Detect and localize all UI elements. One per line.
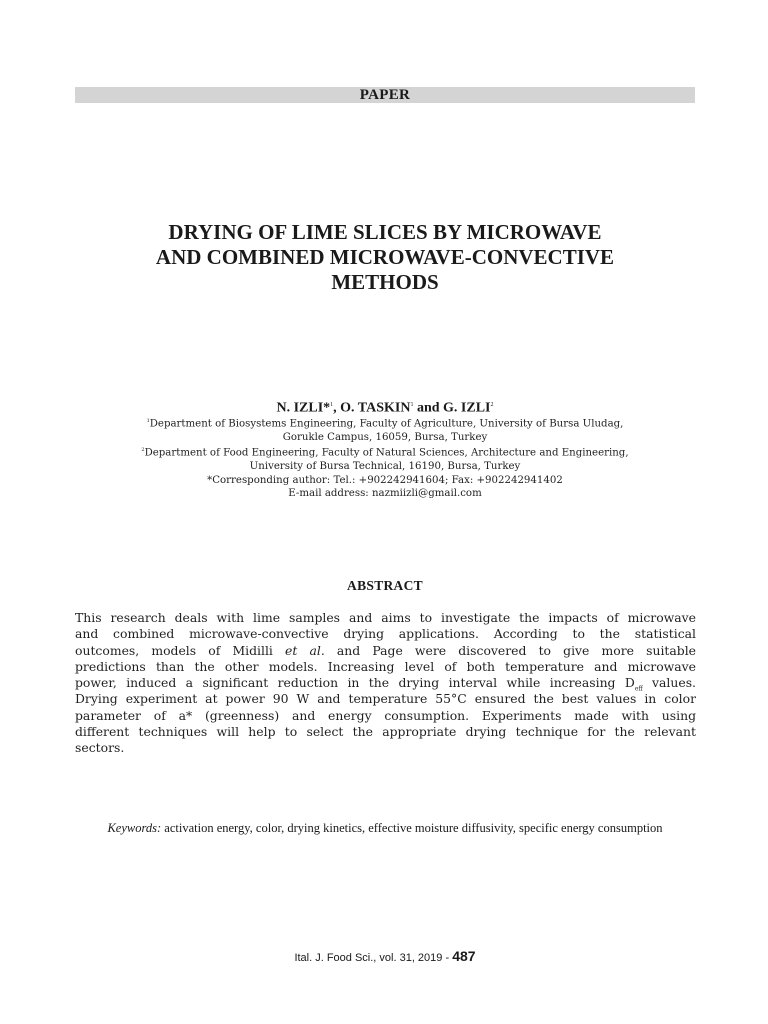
journal-citation: Ital. J. Food Sci., vol. 31, 2019 -	[294, 952, 453, 964]
title-line: AND COMBINED MICROWAVE-CONVECTIVE	[155, 245, 615, 269]
email-address: E-mail address: nazmiizli@gmail.com	[288, 488, 482, 500]
italic-text: et al.	[285, 642, 325, 658]
corresponding-author: *Corresponding author: Tel.: +902242941604; Fax: +902242941402	[207, 474, 563, 486]
affiliation-marker: 2	[490, 402, 494, 408]
affiliation-1	[75, 415, 695, 445]
affiliation-marker: 1	[410, 402, 414, 408]
abstract-line: outcomes, models of Midilli et al. and Page were discovered to give more suitable	[75, 642, 696, 658]
abstract-text	[75, 610, 696, 757]
page-footer	[75, 948, 695, 966]
affiliation-line: $^1$Department of Biosystems Engineering, Faculty of Agriculture, University of Bursa Uludag,	[146, 418, 624, 430]
keywords	[75, 820, 695, 836]
section-label: PAPER	[75, 87, 695, 103]
affiliation-line: Gorukle Campus, 16059, Bursa, Turkey	[282, 431, 488, 443]
keywords-text: activation energy, color, drying kinetics, effective moisture diffusivity, specific energy consumption	[161, 821, 663, 835]
title-line: METHODS	[331, 270, 439, 294]
affiliation-line: University of Bursa Technical, 16190, Bursa, Turkey	[249, 460, 521, 472]
corresponding-mark: *	[323, 400, 331, 416]
author-name: N. IZLI	[276, 400, 324, 416]
affiliation-marker: 2	[141, 447, 145, 453]
paper-title	[75, 220, 695, 295]
abstract-line: different techniques will help to select the appropriate drying technique for the relevant	[75, 724, 696, 740]
author-separator: ,	[333, 400, 341, 416]
abstract-line: This research deals with lime samples and aims to investigate the impacts of microwave	[75, 610, 696, 625]
author-name: O. TASKIN	[340, 400, 411, 416]
affiliation-marker: 1	[330, 402, 334, 408]
author-name: G. IZLI	[443, 400, 491, 416]
abstract-line: predictions than the other models. Increasing level of both temperature and microwave	[75, 658, 696, 674]
affiliation-2	[75, 444, 695, 501]
abstract-line: power, induced a significant reduction in the drying interval while increasing $D_{eff}$ values.	[75, 675, 696, 692]
author-separator: and	[413, 400, 444, 416]
affiliation-marker: 1	[146, 418, 150, 424]
page-number: 487	[452, 948, 476, 964]
abstract-line: sectors.	[75, 740, 125, 756]
subscript: eff	[634, 685, 643, 692]
author-list	[75, 397, 695, 417]
abstract-heading: ABSTRACT	[347, 578, 423, 593]
abstract-line: parameter of a* (greenness) and energy consumption. Experiments made with using	[75, 707, 696, 723]
affiliation-line: $^2$Department of Food Engineering, Faculty of Natural Sciences, Architecture and Engineering,	[141, 447, 629, 459]
abstract-line: and combined microwave-convective drying applications. According to the statistical	[75, 626, 696, 642]
keywords-label: Keywords:	[107, 821, 162, 835]
abstract-line: Drying experiment at power 90 W and temperature 55°C ensured the best values in color	[75, 691, 696, 707]
title-line: DRYING OF LIME SLICES BY MICROWAVE	[168, 220, 602, 244]
